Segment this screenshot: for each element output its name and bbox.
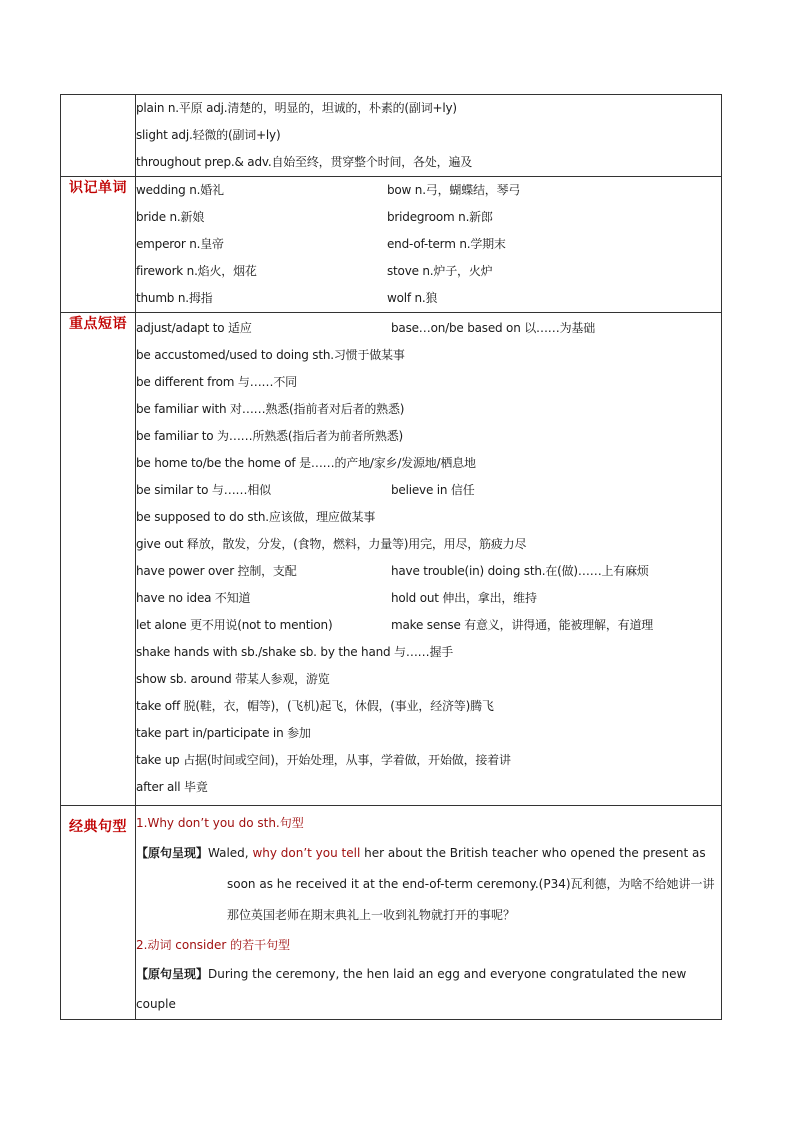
term-left: take up 占据(时间或空间)，开始处理，从事，学着做，开始做，接着讲 (136, 753, 511, 767)
term-right: wolf n.狼 (387, 291, 438, 305)
list-item: throughout prep.& adv.自始至终，贯穿整个时间，各处，遍及 (136, 155, 473, 169)
section-phrases (61, 313, 722, 806)
example-text: Waled, (208, 846, 253, 860)
section-label-vocab: 识记单词 (61, 177, 136, 313)
term-left: emperor n.皇帝 (136, 237, 224, 251)
list-item (136, 666, 721, 693)
example-1-line-2: soon as he received it at the end-of-term ceremony.(P34)瓦利德，为啥不给她讲一讲 (227, 877, 715, 891)
term-right: end-of-term n.学期末 (387, 237, 506, 251)
example-text: During the ceremony, the hen laid an egg and everyone congratulated the new couple (136, 967, 687, 1011)
list-item (136, 177, 721, 204)
notes-table (60, 94, 722, 1020)
term-left: show sb. around 带某人参观，游览 (136, 672, 330, 686)
term-right: believe in 信任 (391, 483, 475, 497)
term-left: have no idea 不知道 (136, 591, 251, 605)
term-left: after all 毕竟 (136, 780, 208, 794)
section-patterns (61, 806, 722, 1020)
pattern-heading-2: 2.动词 consider 的若干句型 (136, 938, 291, 952)
term-right: hold out 伸出，拿出，维持 (391, 591, 537, 605)
example-2 (136, 959, 721, 1019)
list-item (136, 450, 721, 477)
list-item (136, 285, 721, 312)
list-item (136, 720, 721, 747)
list-item (136, 612, 721, 639)
list-item (136, 423, 721, 450)
list-item (136, 342, 721, 369)
list-item (136, 558, 721, 585)
empty-label-cell (61, 95, 136, 177)
list-item (136, 747, 721, 774)
term-right: bridegroom n.新郎 (387, 210, 493, 224)
term-left: be different from 与……不同 (136, 375, 297, 389)
list-item (136, 258, 721, 285)
term-right: have trouble(in) doing sth.在(做)……上有麻烦 (391, 564, 649, 578)
term-right: base…on/be based on 以……为基础 (391, 321, 596, 335)
term-right: stove n.炉子，火炉 (387, 264, 493, 278)
term-left: give out 释放，散发，分发，(食物，燃料，力量等)用完，用尽，筋疲力尽 (136, 537, 527, 551)
pattern-heading-1: 1.Why don’t you do sth.句型 (136, 816, 304, 830)
term-left: take part in/participate in 参加 (136, 726, 311, 740)
section-label-phrases: 重点短语 (61, 313, 136, 806)
term-right: bow n.弓，蝴蝶结，琴弓 (387, 183, 521, 197)
term-left: firework n.焰火，烟花 (136, 264, 257, 278)
example-tag: 【原句呈现】 (136, 846, 209, 860)
example-highlight: why don’t you tell (252, 846, 361, 860)
list-item (136, 504, 721, 531)
term-right: make sense 有意义，讲得通，能被理解，有道理 (391, 618, 654, 632)
term-left: be familiar with 对……熟悉(指前者对后者的熟悉) (136, 402, 405, 416)
term-left: wedding n.婚礼 (136, 183, 224, 197)
example-tag: 【原句呈现】 (136, 967, 209, 981)
phrases-content (136, 313, 722, 806)
list-item (136, 204, 721, 231)
term-left: be accustomed/used to doing sth.习惯于做某事 (136, 348, 405, 362)
term-left: bride n.新娘 (136, 210, 205, 224)
vocab-content (136, 177, 722, 313)
term-left: let alone 更不用说(not to mention) (136, 618, 333, 632)
list-item (136, 396, 721, 423)
section-label-patterns: 经典句型 (61, 806, 136, 1020)
example-text: her about the British teacher who opened the present as (360, 846, 706, 860)
list-item (136, 774, 721, 801)
list-item (136, 477, 721, 504)
example-1-line-3: 那位英国老师在期末典礼上一收到礼物就打开的事呢？ (227, 908, 516, 922)
list-item (136, 693, 721, 720)
list-item: slight adj.轻微的(副词+ly) (136, 128, 281, 142)
term-left: thumb n.拇指 (136, 291, 213, 305)
term-left: adjust/adapt to 适应 (136, 321, 252, 335)
term-left: be home to/be the home of 是……的产地/家乡/发源地/栖息地 (136, 456, 476, 470)
term-left: have power over 控制，支配 (136, 564, 297, 578)
top-content (136, 95, 722, 177)
list-item (136, 315, 721, 342)
term-left: take off 脱(鞋，衣，帽等)，(飞机)起飞，休假，(事业，经济等)腾飞 (136, 699, 494, 713)
list-item (136, 639, 721, 666)
list-item (136, 231, 721, 258)
list-item (136, 369, 721, 396)
term-left: be similar to 与……相似 (136, 483, 271, 497)
list-item: plain n.平原 adj.清楚的，明显的，坦诚的，朴素的(副词+ly) (136, 101, 457, 115)
list-item (136, 585, 721, 612)
patterns-content (136, 806, 722, 1020)
example-1 (136, 838, 721, 869)
term-left: be familiar to 为……所熟悉(指后者为前者所熟悉) (136, 429, 404, 443)
list-item (136, 531, 721, 558)
term-left: be supposed to do sth.应该做，理应做某事 (136, 510, 376, 524)
section-vocab (61, 177, 722, 313)
section-top (61, 95, 722, 177)
term-left: shake hands with sb./shake sb. by the hand 与……握手 (136, 645, 454, 659)
